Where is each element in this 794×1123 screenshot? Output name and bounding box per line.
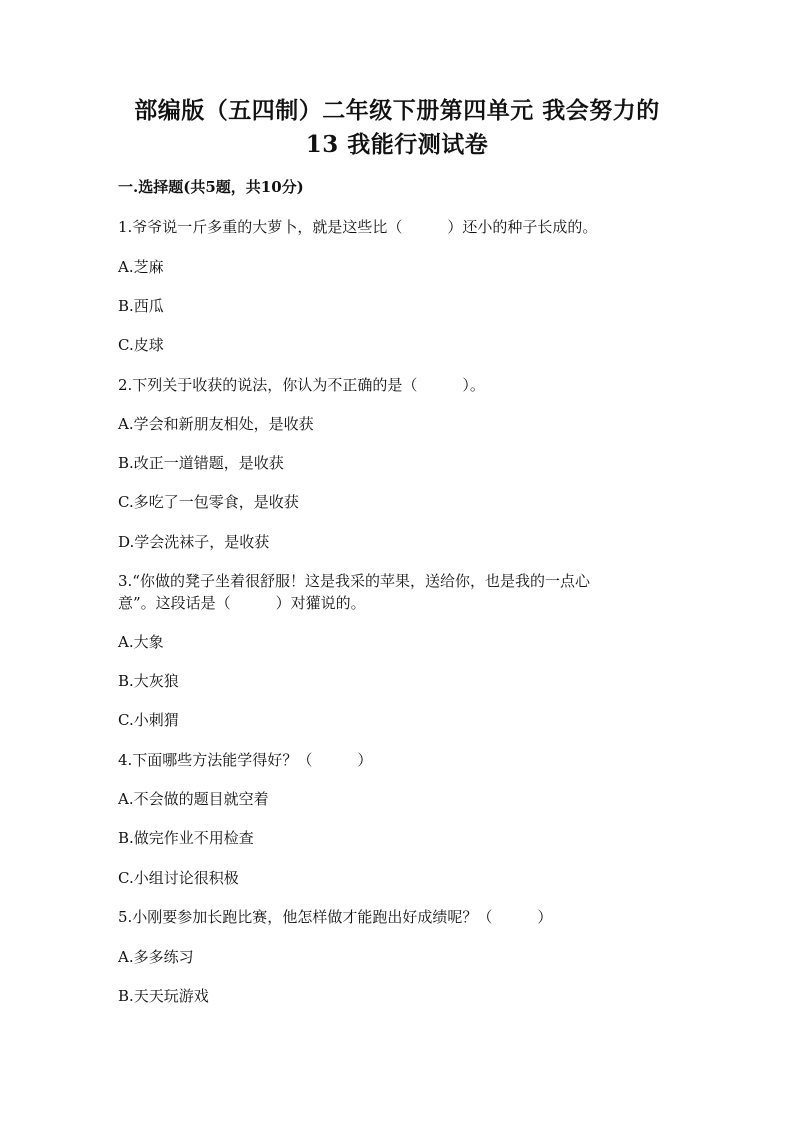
question-1-stem: 1.爷爷说一斤多重的大萝卜，就是这些比（ ）还小的种子长成的。	[118, 218, 598, 236]
question-1-option-c: C.皮球	[118, 336, 164, 354]
question-4-option-a: A.不会做的题目就空着	[118, 790, 269, 808]
question-2-stem: 2.下列关于收获的说法，你认为不正确的是（ ）。	[118, 376, 485, 394]
question-2-option-a: A.学会和新朋友相处，是收获	[118, 415, 314, 433]
question-3-option-c: C.小刺猬	[118, 711, 179, 729]
question-3-stem-line-2: 意”。这段话是（ ）对獾说的。	[118, 594, 366, 612]
question-3-stem-line-1: 3.“你做的凳子坐着很舒服！这是我采的苹果，送给你，也是我的一点心	[118, 572, 590, 590]
question-4-option-c: C.小组讨论很积极	[118, 869, 239, 887]
question-1-option-a: A.芝麻	[118, 258, 164, 276]
question-2-option-d: D.学会洗袜子，是收获	[118, 533, 270, 551]
question-4-option-b: B.做完作业不用检查	[118, 829, 254, 847]
question-3-option-b: B.大灰狼	[118, 672, 179, 690]
section-heading: 一.选择题(共5题，共10分)	[118, 178, 304, 196]
question-1-option-b: B.西瓜	[118, 297, 164, 315]
document-title-line-1: 部编版（五四制）二年级下册第四单元 我会努力的	[134, 97, 660, 124]
question-5-option-b: B.天天玩游戏	[118, 987, 209, 1005]
question-3-option-a: A.大象	[118, 633, 164, 651]
question-2-option-c: C.多吃了一包零食，是收获	[118, 493, 299, 511]
document-title-line-2: 13 我能行测试卷	[305, 131, 489, 158]
question-2-option-b: B.改正一道错题，是收获	[118, 454, 284, 472]
question-5-stem: 5.小刚要参加长跑比赛，他怎样做才能跑出好成绩呢？（ ）	[118, 908, 553, 926]
question-5-option-a: A.多多练习	[118, 948, 194, 966]
question-4-stem: 4.下面哪些方法能学得好？（ ）	[118, 751, 373, 769]
